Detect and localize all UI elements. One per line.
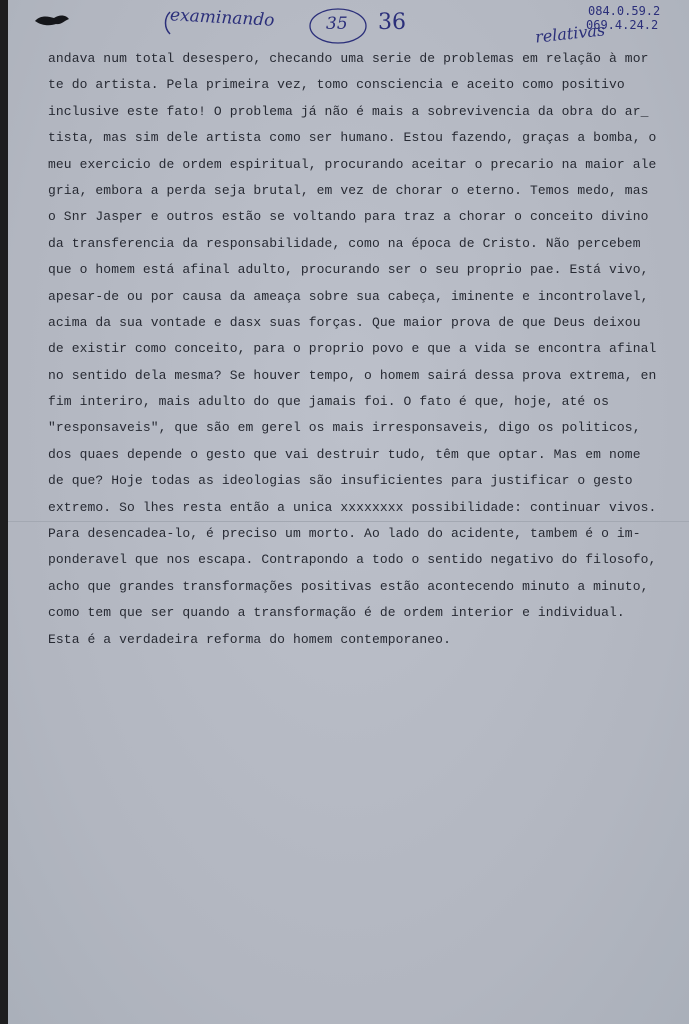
text-line: dos quaes depende o gesto que vai destruir tudo, têm que optar. Mas em nome xyxy=(48,446,641,462)
paper-fold-line xyxy=(8,521,689,522)
text-line: fim interiro, mais adulto do que jamais foi. O fato é que, hoje, até os xyxy=(48,394,609,410)
document-page xyxy=(8,0,689,1024)
header-note: examinando xyxy=(169,5,275,31)
text-line: Esta é a verdadeira reforma do homem contemporaneo. xyxy=(48,631,451,647)
text-line: o Snr Jasper e outros estão se voltando para traz a chorar o conceito divino xyxy=(48,209,649,225)
text-line: de que? Hoje todas as ideologias são insuficientes para justificar o gesto xyxy=(48,473,633,489)
text-line: "responsaveis", que são em gerel os mais irresponsaveis, digo os politicos, xyxy=(48,420,641,436)
text-line: acho que grandes transformações positivas estão acontecendo minuto a minuto, xyxy=(48,578,649,594)
text-line: da transferencia da responsabilidade, como na época de Cristo. Não percebem xyxy=(48,235,641,251)
typed-text-body xyxy=(48,46,688,653)
archive-code-2: 069.4.24.2 xyxy=(586,18,659,32)
text-line: como tem que ser quando a transformação é de ordem interior e individual. xyxy=(48,605,625,621)
text-line: de existir como conceito, para o proprio povo e que a vida se encontra afinal xyxy=(48,341,657,357)
header-bracket-icon xyxy=(162,10,172,36)
text-line: andava num total desespero, checando uma serie de problemas em relação à mor xyxy=(48,51,649,66)
text-line: gria, embora a perda seja brutal, em vez de chorar o eterno. Temos medo, mas xyxy=(48,182,649,198)
text-line: acima da sua vontade e dasx suas forças. Que maior prova de que Deus deixou xyxy=(48,314,641,330)
text-line: Para desencadea-lo, é preciso um morto. Ao lado do acidente, tambem é o im- xyxy=(48,526,641,542)
text-line: inclusive este fato! O problema já não é mais a sobrevivencia da obra do ar_ xyxy=(48,103,649,119)
text-line: apesar-de ou por causa da ameaça sobre sua cabeça, iminente e incontrolavel, xyxy=(48,288,649,304)
text-line: ponderavel que nos escapa. Contrapondo a todo o sentido negativo do filosofo, xyxy=(48,552,657,568)
ink-blot-icon xyxy=(34,12,70,28)
page-number: 36 xyxy=(378,10,406,35)
text-line: te do artista. Pela primeira vez, tomo consciencia e aceito como positivo xyxy=(48,77,625,93)
text-line: extremo. So lhes resta então a unica xxxxxxxx possibilidade: continuar vivos. xyxy=(48,499,657,515)
margin-word: relativas xyxy=(534,20,606,47)
text-line: que o homem está afinal adulto, procurando ser o seu proprio pae. Está vivo, xyxy=(48,262,649,278)
text-line: no sentido dela mesma? Se houver tempo, o homem sairá dessa prova extrema, en xyxy=(48,367,657,383)
text-line: tista, mas sim dele artista como ser humano. Estou fazendo, graças a bomba, o xyxy=(48,130,657,146)
archive-code-1: 084.0.59.2 xyxy=(588,4,661,18)
circled-page-number: 35 xyxy=(326,14,348,34)
text-line: meu exercicio de ordem espiritual, procurando aceitar o precario na maior ale xyxy=(48,156,657,172)
